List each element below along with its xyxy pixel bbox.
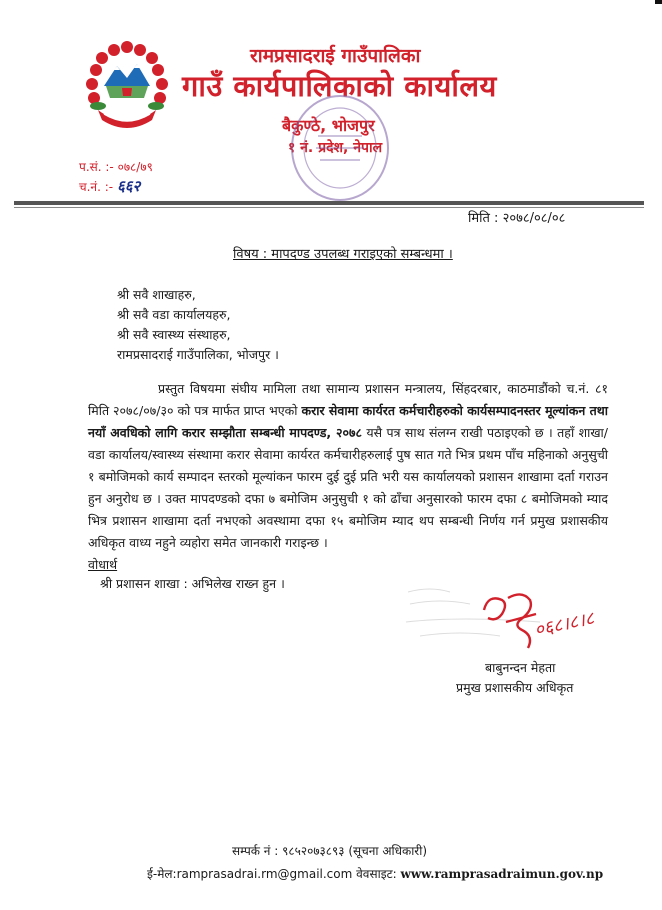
address-line-2: १ नं. प्रदेश, नेपाल <box>288 140 383 156</box>
recipient-line: श्री सवै वडा कार्यालयहरु, <box>117 307 231 322</box>
cn-label: च.नं. :- <box>79 180 114 194</box>
footer-contact: सम्पर्क नं : ९८५२०७३८९३ (सूचना अधिकारी) <box>232 844 428 858</box>
signatory-title: प्रमुख प्रशासकीय अधिकृत <box>456 680 574 695</box>
edge-mark <box>655 0 662 4</box>
body-part-1: प्रस्तुत विषयमा संघीय मामिला तथा सामान्य प्रशासन मन्त्रालय, सिंहदरबार, काठमाडौंको च.नं. ८१ मिति २०७८/०७/३० को पत्र मार्फत प्राप्त भएको <box>88 381 608 418</box>
reference-patra-sankhya <box>79 158 153 175</box>
address-line-1: बैकुण्ठे, भोजपुर <box>282 116 375 135</box>
body-bold-title: करार सेवामा कार्यरत कर्मचारीहरुको कार्यसम्पादनस्तर मूल्यांकन तथा नयाँ अवधिको लागि करार सम्झौता सम्बन्धी मापदण्ड, २०७८ <box>88 403 608 440</box>
signatory-name: बाबुनन्दन मेहता <box>485 660 556 675</box>
email-address[interactable]: ramprasadrai.rm@gmail.com <box>176 867 353 881</box>
letter-body <box>88 378 608 554</box>
letter-date: मिति : २०७८/०८/०८ <box>468 211 566 226</box>
header-divider <box>14 201 644 205</box>
ps-label: प.सं. :- <box>79 160 114 174</box>
subject-line: विषय : मापदण्ड उपलब्ध गराइएको सम्बन्धमा । <box>233 247 453 262</box>
website-link[interactable]: www.ramprasadraimun.gov.np <box>400 867 604 881</box>
recipient-line: रामप्रसादराई गाउँपालिका, भोजपुर । <box>117 347 279 362</box>
office-stamp-icon <box>288 92 392 204</box>
bodharth-label: वोधार्थ <box>88 557 118 572</box>
nepal-emblem-icon <box>84 40 170 136</box>
municipality-name: रामप्रसादराई गाउँपालिका <box>250 45 421 67</box>
office-name: गाउँ कार्यपालिकाको कार्यालय <box>182 69 497 103</box>
recipient-line: श्री सवै शाखाहरु, <box>117 287 196 302</box>
footer-web-line <box>147 865 603 882</box>
body-part-2: यसै पत्र साथ संलग्न राखी पठाइएको छ । तहाँ शाखा/वडा कार्यालय/स्वास्थ्य संस्थामा करार सेवामा कार्यरत कर्मचारीहरुलाई पुष सात गते भित्र प्रथम पाँच महिनाको अनुसुची १ बमोजिमको कार्य सम्पादन स्तरको मूल्यांकन फारम दुई दुई प्रति भरी यस कार्यालयको प्रशासन शाखामा दर्ता गराउन हुन अनुरोध छ । उक्त मापदण्डको दफा ७ बमोजिम अनुसुची १ को ढाँचा अनुसारको फारम दफा ८ बमोजिमको म्याद भित्र प्रशासन शाखामा दर्ता नभएको अवस्थामा दफा १५ बमोजिम म्याद थप सम्बन्धी निर्णय गर्न प्रमुख प्रशासकीय अधिकृत वाध्य नहुने व्यहोरा समेत जानकारी गराइन्छ । <box>88 425 608 550</box>
email-label: ई-मेल: <box>147 867 177 881</box>
cc-line: श्री प्रशासन शाखा : अभिलेख राख्न हुन । <box>100 576 285 591</box>
website-label: वेवसाइट: <box>352 867 401 881</box>
recipient-line: श्री सवै स्वास्थ्य संस्थाहरु, <box>117 327 231 342</box>
signature-date: ०६८।८।८ <box>532 607 597 642</box>
cn-value: ६६२ <box>116 177 141 195</box>
ps-value: ०७८/७९ <box>117 160 153 174</box>
reference-chalani-number <box>79 176 140 196</box>
